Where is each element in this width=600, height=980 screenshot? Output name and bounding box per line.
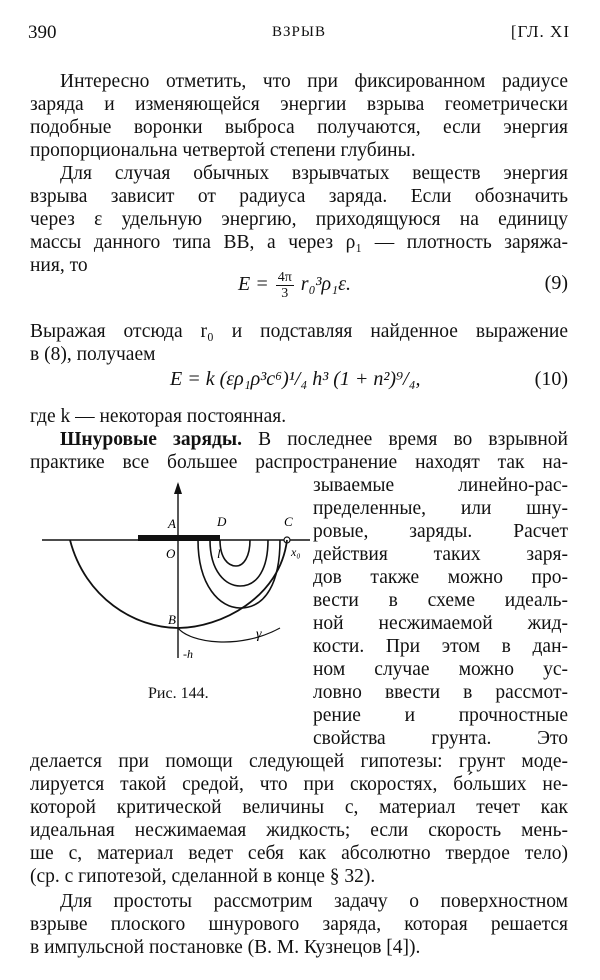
page-header [28,22,570,46]
axis-arrow-up [174,482,182,494]
side-text-line: дов также можно про- [313,567,568,588]
text-line: через ε удельную энергию, приходящуюся на единицу [30,209,568,230]
label-a: A [168,516,176,531]
label-gamma: γ [256,627,262,642]
text-line: подобные воронки выброса получаются, если энергия [30,117,568,138]
formula-9 [238,270,351,301]
side-text-line: рение и прочностные [313,705,568,726]
text-line [60,428,568,451]
formula-fraction [276,270,294,301]
side-text-line: ровые, заряды. Расчет [313,521,568,542]
label-b: B [168,612,176,627]
text-line: Интересно отметить, что при фиксированном радиусе [60,71,568,92]
side-text-line: пределенные, или шну- [313,498,568,519]
label-h: -h [183,647,193,661]
side-text-line: кости. При этом в дан- [313,636,568,657]
equation-number: (10) [534,368,568,390]
figure-caption: Рис. 144. [148,685,209,702]
side-text-line: свойства грунта. Это [313,728,568,749]
formula-lhs: E = [238,273,269,296]
text-line: идеальная несжимаемая жидкость; если скорость мень- [30,820,568,841]
side-text-line: вести в схеме идеаль- [313,590,568,611]
text-line: Выражая отсюда r₀ и подставляя найденное выражение [30,321,568,342]
text-line: лируется такой средой, что при скоростях, бо́льших не- [30,774,568,795]
text-line: в (8), получаем [30,344,156,365]
section-heading: Шнуровые заряды. [60,429,242,450]
text-line: взрыве плоского шнурового заряда, которая решается [30,914,568,935]
text-line: ше c, материал ведет себя как абсолютно твердое тело) [30,843,568,864]
text-line: взрыва зависит от радиуса заряда. Если обозначить [30,186,568,207]
text-line: заряда и изменяющейся энергии взрыва геометрически [30,94,568,115]
equation-number: (9) [544,272,568,294]
figure-144 [40,478,310,688]
text-line: ния, то [30,255,88,276]
page-number: 390 [28,22,57,43]
label-c: C [284,514,293,529]
label-o: O [166,546,176,561]
text-line: пропорциональна четвертой степени глубины. [30,140,416,161]
text-line: Для простоты рассмотрим задачу о поверхностном [60,891,568,912]
text-line: (ср. с гипотезой, сделанной в конце § 32). [30,866,376,887]
lower-curve-right [178,628,280,642]
side-text-line: действия таких заря- [313,544,568,565]
text-line: делается при помощи следующей гипотезы: грунт моде- [30,751,568,772]
text-line: в импульсной постановке (В. М. Кузнецов [4]). [30,937,421,958]
chapter-label: [ГЛ. XI [510,22,570,41]
running-title: ВЗРЫВ [272,24,326,40]
flow-curve-1 [220,540,250,566]
text-line: массы данного типа ВВ, а через ρ₁ — плотность заряжа- [30,232,568,253]
heading-rest: В последнее время во взрывной [258,429,568,450]
fraction-numerator: 4π [277,270,292,285]
text-line: где k — некоторая постоянная. [30,406,287,427]
text-line: Для случая обычных взрывчатых веществ энергия [60,163,568,184]
fraction-denominator: 3 [281,286,289,301]
label-l: l [217,546,221,561]
text-line: которой критической величины c, материал течет как [30,797,568,818]
side-text-line: ловно ввести в рассмот- [313,682,568,703]
side-text-line: ной несжимаемой жид- [313,613,568,634]
formula-text: E = k (ερ₁ρ³c⁶)¹/₄ h³ (1 + n²)⁹/₄, [170,368,421,390]
label-d: D [217,514,227,529]
charge-bar [138,535,220,541]
label-x0: x₀ [291,545,301,559]
side-text-line: зываемые линейно-рас- [313,475,568,496]
formula-rhs: r₀³ρ₁ε. [300,273,351,296]
side-text-line: ном случае можно ус- [313,659,568,680]
formula-10 [170,368,421,391]
text-line: практике все большее распространение находят так на- [30,452,568,473]
